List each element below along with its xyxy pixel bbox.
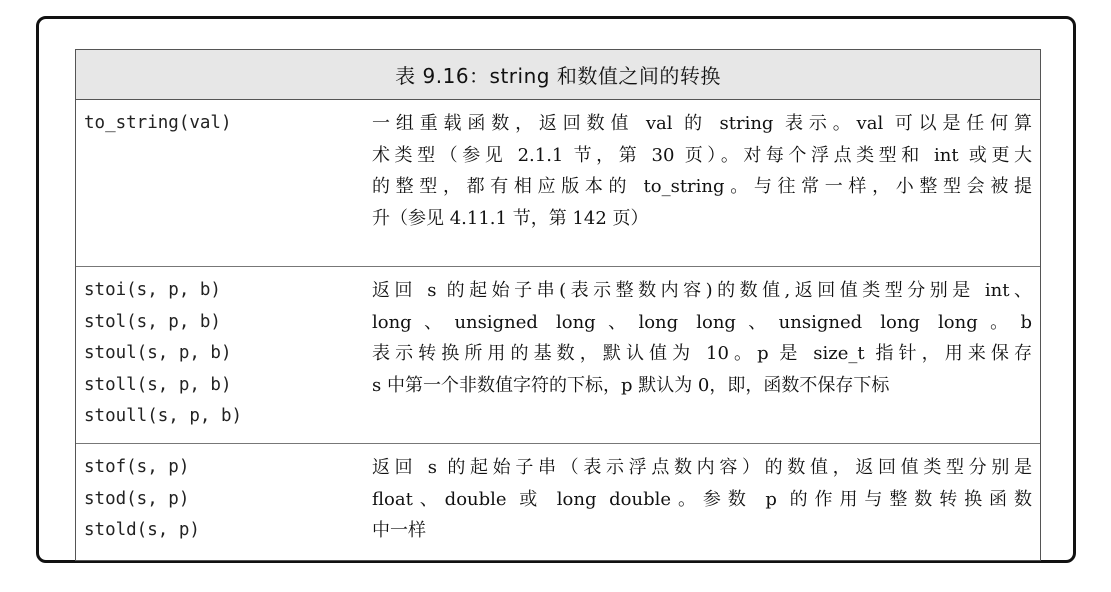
table-row [76, 100, 1040, 267]
table-row [76, 267, 1040, 444]
page-frame [36, 16, 1076, 563]
function-signature: stod(s, p) [84, 488, 190, 509]
description-line: 返回 s 的起始子串(表示整数内容)的数值,返回值类型分别是 int、 [372, 280, 1032, 301]
function-signature: stoll(s, p, b) [84, 374, 232, 395]
description-line: 的整型，都有相应版本的 to_string。与往常一样，小整型会被提 [372, 176, 1032, 197]
table-row [76, 444, 1040, 560]
function-signature: stoull(s, p, b) [84, 406, 243, 426]
description-line: 中一样 [372, 520, 426, 541]
function-signature: to_string(val) [84, 113, 232, 133]
function-signature: stoul(s, p, b) [84, 343, 232, 363]
function-signature: stol(s, p, b) [84, 311, 221, 332]
description-line: 升（参见 4.11.1 节，第 142 页） [372, 207, 649, 229]
function-signature: stoi(s, p, b) [84, 280, 221, 300]
function-cell [76, 100, 368, 266]
description-line: 表示转换所用的基数，默认值为 10。p 是 size_t 指针，用来保存 [372, 343, 1032, 364]
function-signature: stof(s, p) [84, 457, 190, 477]
description-cell [368, 267, 1040, 443]
conversion-table [75, 49, 1041, 561]
description-line: 返回 s 的起始子串（表示浮点数内容）的数值，返回值类型分别是 [372, 457, 1032, 478]
description-line: long、unsigned long、long long、unsigned long long。b [372, 311, 1032, 333]
function-cell [76, 444, 368, 560]
description-line: s 中第一个非数值字符的下标，p 默认为 0，即，函数不保存下标 [372, 374, 890, 396]
function-signature: stold(s, p) [84, 520, 200, 540]
function-cell [76, 267, 368, 443]
description-line: 术类型（参见 2.1.1 节，第 30 页）。对每个浮点类型和 int 或更大 [372, 144, 1032, 166]
description-line: float、double 或 long double。参数 p 的作用与整数转换函数 [372, 488, 1032, 510]
table-caption: 表 9.16：string 和数值之间的转换 [76, 50, 1040, 100]
description-line: 一组重载函数，返回数值 val 的 string 表示。val 可以是任何算 [372, 113, 1032, 134]
description-cell [368, 444, 1040, 560]
description-cell [368, 100, 1040, 266]
